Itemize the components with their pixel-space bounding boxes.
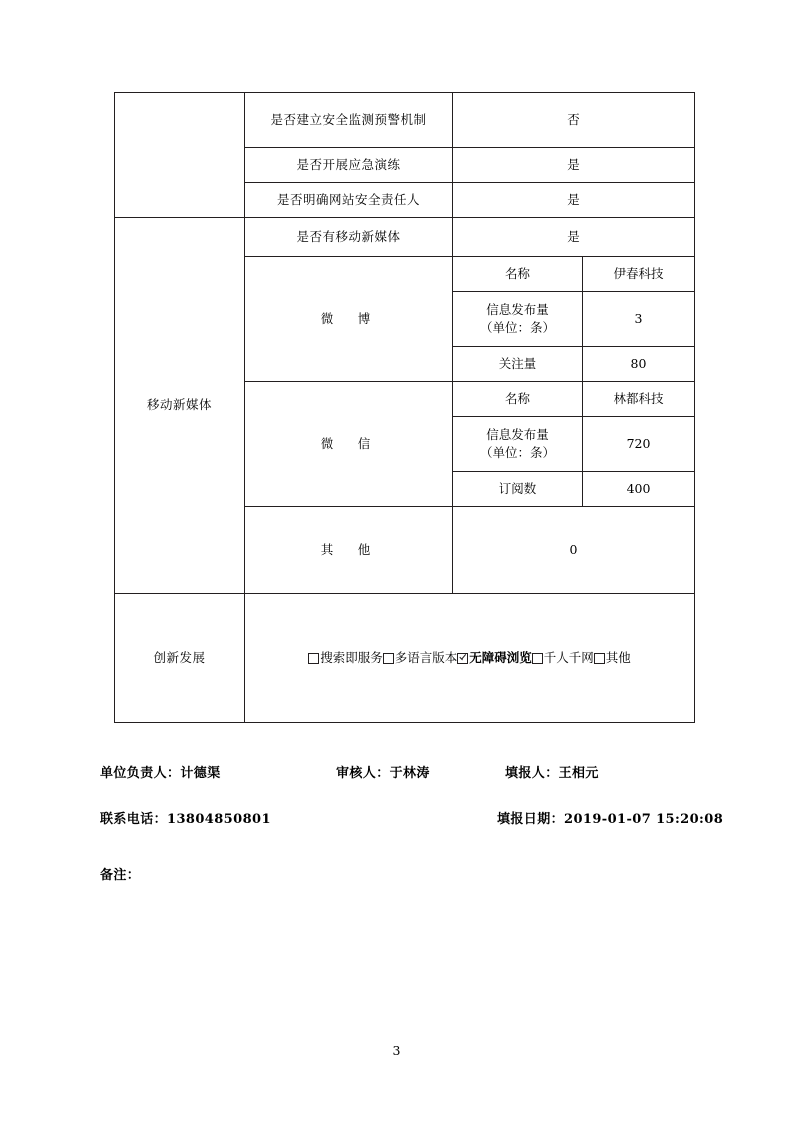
cell-field-weixin-name: 名称 — [453, 382, 583, 417]
checkbox-icon[interactable] — [594, 653, 605, 664]
checkbox-item-other[interactable] — [594, 649, 631, 667]
cell-item-security-warning: 是否建立安全监测预警机制 — [245, 93, 453, 148]
remark-field: 备注： — [100, 868, 141, 883]
reviewer-field: 审核人：于林涛 — [336, 766, 430, 781]
cell-section-mobile-media: 移动新媒体 — [115, 218, 245, 594]
field-line-2: （单位：条） — [479, 320, 555, 335]
checkbox-label: 其他 — [605, 649, 631, 665]
table-row — [115, 93, 695, 148]
cell-value-weixin-subscribers: 400 — [583, 472, 695, 507]
phone-field: 联系电话：13804850801 — [100, 812, 271, 827]
cell-empty-label — [115, 93, 245, 218]
cell-section-innovation: 创新发展 — [115, 594, 245, 723]
cell-field-weixin-subscribers: 订阅数 — [453, 472, 583, 507]
cell-item-has-mobile-media: 是否有移动新媒体 — [245, 218, 453, 257]
table-row — [115, 594, 695, 723]
checkbox-label: 多语言版本 — [394, 649, 458, 665]
cell-innovation-options — [245, 594, 695, 723]
cell-value-weixin-name: 林都科技 — [583, 382, 695, 417]
checkbox-item-search-as-service[interactable] — [308, 649, 383, 667]
checkbox-icon[interactable] — [532, 653, 543, 664]
cell-item-emergency-drill: 是否开展应急演练 — [245, 148, 453, 183]
checkbox-item-multilingual[interactable] — [383, 649, 458, 667]
fill-date-field: 填报日期：2019-01-07 15:20:08 — [497, 812, 724, 827]
page-number: 3 — [392, 1043, 401, 1058]
checkbox-item-personalization[interactable] — [532, 649, 594, 667]
table-row — [115, 218, 695, 257]
cell-field-weibo-followers: 关注量 — [453, 347, 583, 382]
checkbox-label: 千人千网 — [543, 649, 594, 665]
cell-value-weibo-name: 伊春科技 — [583, 257, 695, 292]
cell-item-security-officer: 是否明确网站安全责任人 — [245, 183, 453, 218]
checkbox-icon[interactable] — [308, 653, 319, 664]
cell-field-weixin-posts — [453, 417, 583, 472]
cell-subsection-weixin: 微 信 — [245, 382, 453, 507]
cell-value-weixin-posts: 720 — [583, 417, 695, 472]
checkbox-checked-icon[interactable] — [457, 653, 468, 664]
checkbox-label: 搜索即服务 — [320, 649, 383, 665]
cell-field-weibo-posts — [453, 292, 583, 347]
unit-leader-field: 单位负责人：计德渠 — [100, 766, 221, 781]
cell-value-has-mobile-media: 是 — [453, 218, 695, 257]
cell-value-emergency-drill: 是 — [453, 148, 695, 183]
filler-field: 填报人：王相元 — [505, 766, 599, 781]
cell-value-weibo-followers: 80 — [583, 347, 695, 382]
cell-value-security-warning: 否 — [453, 93, 695, 148]
field-line-1: 信息发布量 — [486, 301, 549, 317]
cell-value-security-officer: 是 — [453, 183, 695, 218]
cell-value-weibo-posts: 3 — [583, 292, 695, 347]
report-table — [114, 92, 695, 723]
checkbox-label: 无障碍浏览 — [469, 649, 532, 665]
cell-field-weibo-name: 名称 — [453, 257, 583, 292]
cell-value-other: 0 — [453, 507, 695, 594]
checkbox-icon[interactable] — [383, 653, 394, 664]
field-line-2: （单位：条） — [479, 445, 555, 460]
cell-subsection-weibo: 微 博 — [245, 257, 453, 382]
checkbox-item-accessibility[interactable] — [457, 649, 532, 667]
field-line-1: 信息发布量 — [486, 426, 549, 442]
innovation-checkbox-group — [248, 649, 691, 667]
cell-subsection-other: 其 他 — [245, 507, 453, 594]
